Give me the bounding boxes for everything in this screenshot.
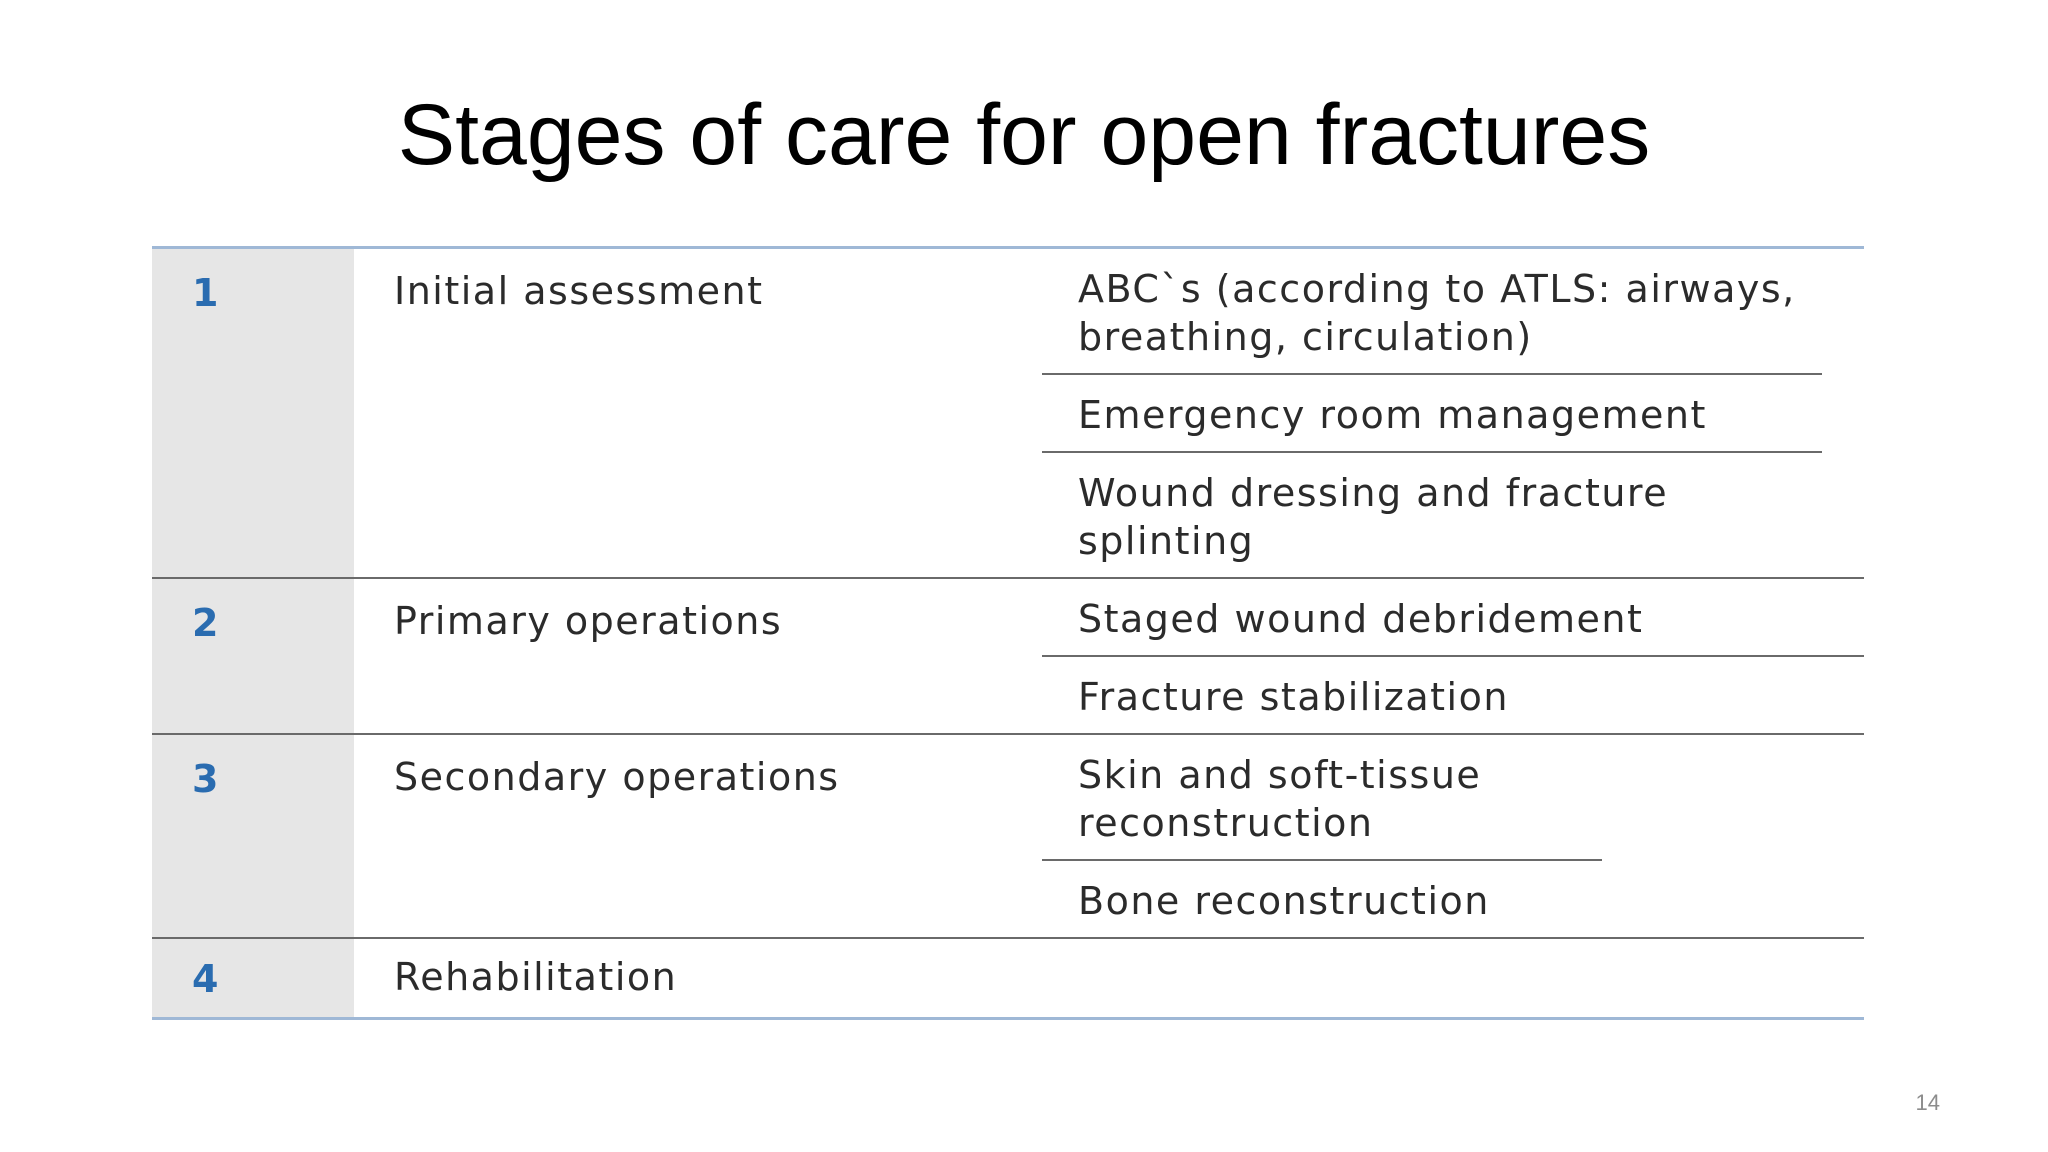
step-item: Bone reconstruction [1078,879,1490,923]
table-row [152,735,1864,939]
stage-steps [1042,735,1864,937]
stage-name: Rehabilitation [394,955,678,999]
step-item: Fracture stabilization [1078,675,1509,719]
step-item: Wound dressing and fracture splinting [1078,471,1669,563]
stage-number: 3 [152,735,354,937]
stage-steps [1042,939,1864,1017]
stage-number: 1 [152,249,354,577]
page-number: 14 [1915,1090,1940,1115]
slide-title: Stages of care for open fractures [397,87,1651,183]
stage-number: 2 [152,579,354,733]
stage-name: Secondary operations [394,755,840,799]
stage-steps [1042,249,1864,577]
stages-table [152,246,1864,1020]
table-row [152,579,1864,735]
step-item: Staged wound debridement [1042,579,1864,657]
step-item: Emergency room management [1042,375,1822,453]
stage-name: Primary operations [394,599,783,643]
table-row [152,939,1864,1020]
table-row [152,249,1864,579]
step-item: ABC`s (according to ATLS: airways, breathing, circulation) [1042,249,1822,375]
stage-name: Initial assessment [394,269,764,313]
step-item: Skin and soft-tissue reconstruction [1042,735,1602,861]
stage-number: 4 [152,939,354,1017]
stage-steps [1042,579,1864,733]
